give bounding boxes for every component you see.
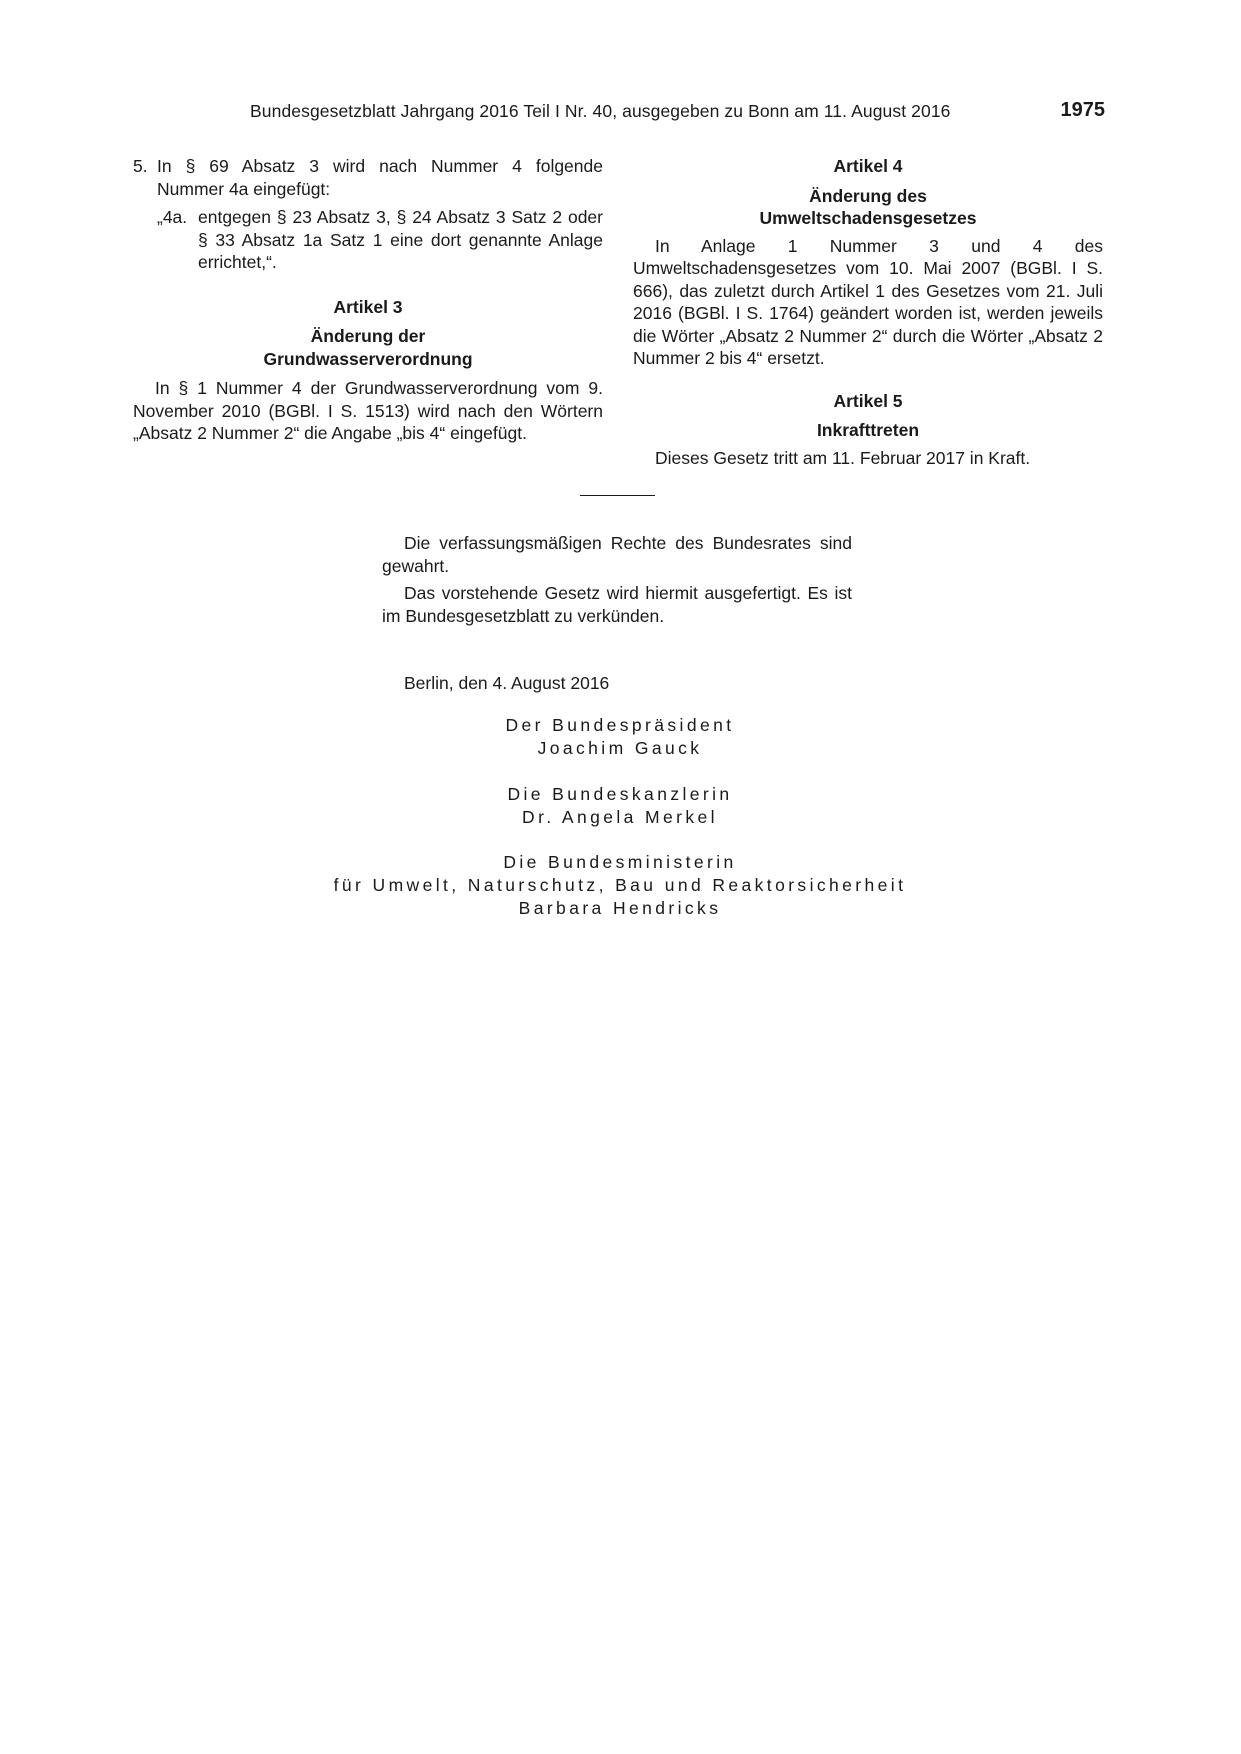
left-column [133,155,603,445]
article-3-text: In § 1 Nummer 4 der Grundwasserverordnung vom 9. November 2010 (BGBl. I S. 1513) wird nach den Wörtern „Absatz 2 Nummer 2“ die Angabe „bis 4“ eingefügt. [133,378,603,443]
article-5-title: Inkrafttreten [816,420,920,440]
item-number: 5. [133,156,148,176]
signatory-name: Barbara Hendricks [518,898,722,918]
item-text-line2: Nummer 4a eingefügt: [157,178,331,199]
article-3-title-line1: Änderung der [310,326,426,346]
article-4-title-line1: Änderung des [809,185,927,206]
article-3-title-line2: Grundwasserverordnung [263,348,473,369]
signature-block-minister [280,851,960,920]
right-column [633,155,1103,469]
article-5-text: Dieses Gesetz tritt am 11. Februar 2017 in Kraft. [655,447,1031,468]
signature-block-president [280,714,960,760]
article-5-number: Artikel 5 [833,390,903,411]
place-date: Berlin, den 4. August 2016 [404,673,610,693]
closing-para-1: Die verfassungsmäßigen Rechte des Bundesrates sind gewahrt. [382,533,852,576]
page-header [250,100,1105,126]
article-4-title-line2: Umweltschadensgesetzes [759,208,977,228]
item-text-line1: In § 69 Absatz 3 wird nach Nummer 4 folgende [157,156,603,176]
header-title: Bundesgesetzblatt Jahrgang 2016 Teil I Nr. 40, ausgegeben zu Bonn am 11. August 2016 [250,101,951,121]
signatory-role-line2: für Umwelt, Naturschutz, Bau und Reaktorsicherheit [333,875,907,895]
signatory-role: Die Bundesministerin [503,852,737,872]
article-4-number: Artikel 4 [833,156,903,176]
closing-formula [382,532,852,632]
signatory-role: Die Bundeskanzlerin [507,784,733,804]
quoted-amendment [133,206,603,274]
closing-para-2: Das vorstehende Gesetz wird hiermit ausgefertigt. Es ist im Bundesgesetzblatt zu verkünden. [382,583,852,626]
page-number: 1975 [1060,99,1105,121]
list-item-5 [133,155,603,200]
quote-text: entgegen § 23 Absatz 3, § 24 Absatz 3 Satz 2 oder § 33 Absatz 1a Satz 1 eine dort genannte Anlage errichtet,“. [198,207,603,272]
signatory-role: Der Bundespräsident [505,715,735,735]
quote-number: „4a. [157,207,188,227]
signatory-name: Dr. Angela Merkel [522,807,718,827]
article-3-number: Artikel 3 [333,296,403,317]
signature-block-chancellor [280,783,960,829]
section-divider [580,495,655,496]
article-4-text: In Anlage 1 Nummer 3 und 4 des Umweltschadensgesetzes vom 10. Mai 2007 (BGBl. I S. 666), das zuletzt durch Artikel 1 des Gesetzes vom 21. Juli 2016 (BGBl. I S. 1764) geändert worden ist, werden jeweils die Wörter „Absatz 2 Nummer 2“ durch die Wörter „Absatz 2 Nummer 2 bis 4“ ersetzt. [633,235,1103,368]
signatory-name: Joachim Gauck [537,738,703,758]
